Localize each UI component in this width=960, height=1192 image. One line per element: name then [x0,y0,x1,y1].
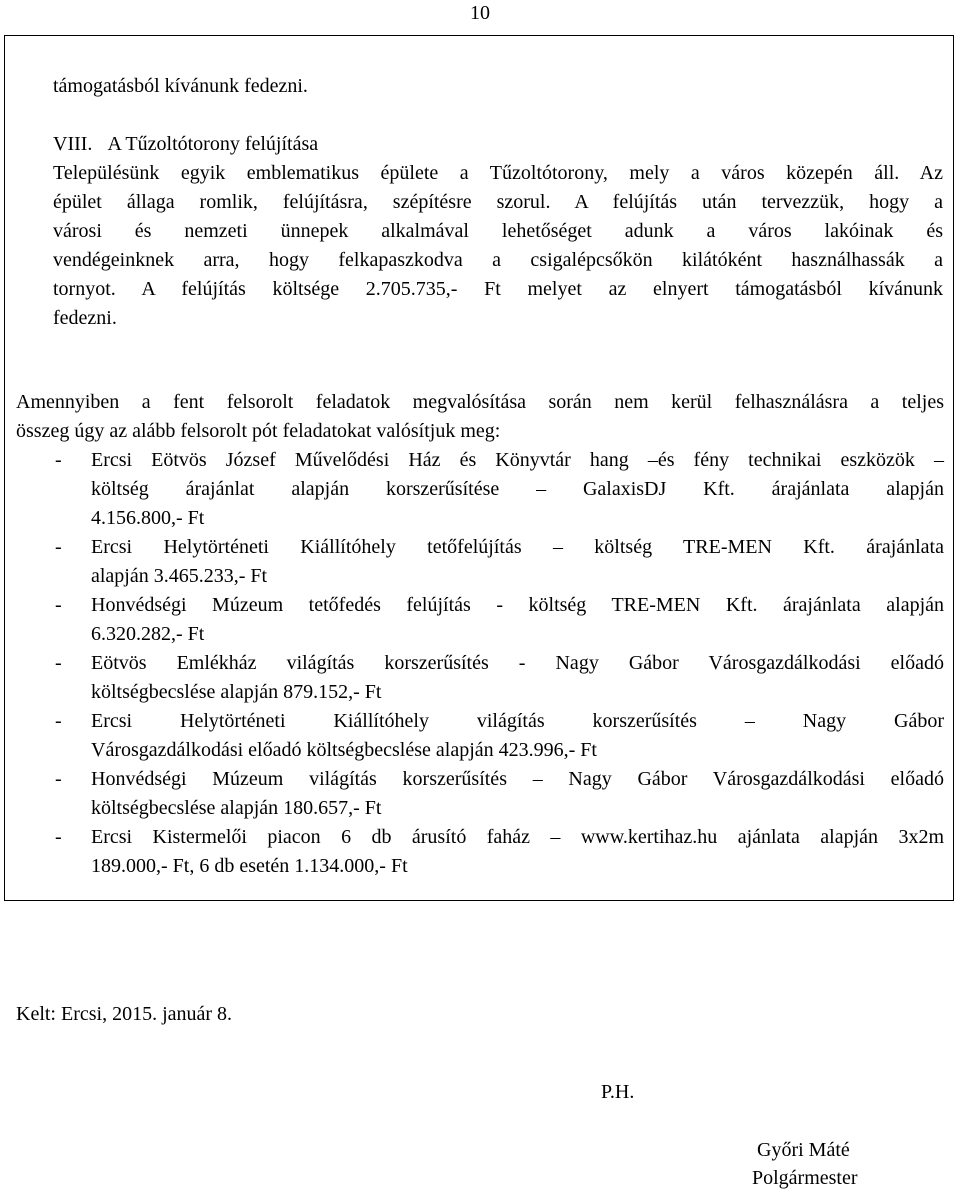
section-line: tornyot. A felújítás költsége 2.705.735,- Ft melyet az elnyert támogatásból kívánunk [53,278,943,300]
list-item-line: Ercsi Helytörténeti Kiállítóhely tetőfelújítás – költség TRE-MEN Kft. árajánlata [91,536,944,558]
section-heading [53,130,943,159]
alternatives-intro: Amennyiben a fent felsorolt feladatok megvalósítása során nem kerül felhasználásra a teljes [16,391,944,413]
list-item-line: Ercsi Eötvös József Művelődési Ház és Könyvtár hang –és fény technikai eszközök – [91,449,944,471]
section-line: Településünk egyik emblematikus épülete a Tűzoltótorony, mely a város közepén áll. Az [53,162,943,184]
list-item-line: 189.000,- Ft, 6 db esetén 1.134.000,- Ft [91,855,408,877]
list-bullet: - [55,594,62,616]
list-item-line: 6.320.282,- Ft [91,623,205,645]
page-number: 10 [470,2,490,24]
list-bullet: - [55,710,62,732]
list-item-line: Honvédségi Múzeum tetőfedés felújítás - költség TRE-MEN Kft. árajánlata alapján [91,594,944,616]
section-line: városi és nemzeti ünnepek alkalmával lehetőséget adunk a város lakóinak és [53,220,943,242]
list-item-line: 4.156.800,- Ft [91,507,205,529]
section-line: vendégeinknek arra, hogy felkapaszkodva a csigalépcsőkön kilátóként használhassák a [53,249,943,271]
date-line: Kelt: Ercsi, 2015. január 8. [16,1003,233,1025]
intro-line: támogatásból kívánunk fedezni. [53,75,308,97]
alternatives-intro: összeg úgy az alább felsorolt pót feladatokat valósítjuk meg: [16,420,501,442]
list-item-line: Ercsi Helytörténeti Kiállítóhely világítás korszerűsítés – Nagy Gábor [91,710,944,732]
list-bullet: - [55,536,62,558]
list-item-line: Honvédségi Múzeum világítás korszerűsítés – Nagy Gábor Városgazdálkodási előadó [91,768,944,790]
section-title: A Tűzoltótorony felújítása [107,133,319,155]
list-item-line: Eötvös Emlékház világítás korszerűsítés - Nagy Gábor Városgazdálkodási előadó [91,652,944,674]
section-number: VIII. [53,133,93,155]
section-line: épület állaga romlik, felújításra, szépítésre szorul. A felújítás után tervezzük, hogy a [53,191,943,213]
list-item-line: költségbecslése alapján 180.657,- Ft [91,797,382,819]
list-item-line: Városgazdálkodási előadó költségbecslése alapján 423.996,- Ft [91,739,597,761]
list-bullet: - [55,768,62,790]
list-item-line: költségbecslése alapján 879.152,- Ft [91,681,382,703]
list-item-line: Ercsi Kistermelői piacon 6 db árusító faház – www.kertihaz.hu ajánlata alapján 3x2m [91,826,944,848]
list-bullet: - [55,826,62,848]
list-bullet: - [55,652,62,674]
list-item-line: alapján 3.465.233,- Ft [91,565,268,587]
list-bullet: - [55,449,62,471]
stamp-placeholder: P.H. [601,1081,635,1103]
signer-title: Polgármester [752,1167,858,1189]
list-item-line: költség árajánlat alapján korszerűsítése – GalaxisDJ Kft. árajánlata alapján [91,478,944,500]
signer-name: Győri Máté [757,1139,850,1161]
section-line: fedezni. [53,307,117,329]
